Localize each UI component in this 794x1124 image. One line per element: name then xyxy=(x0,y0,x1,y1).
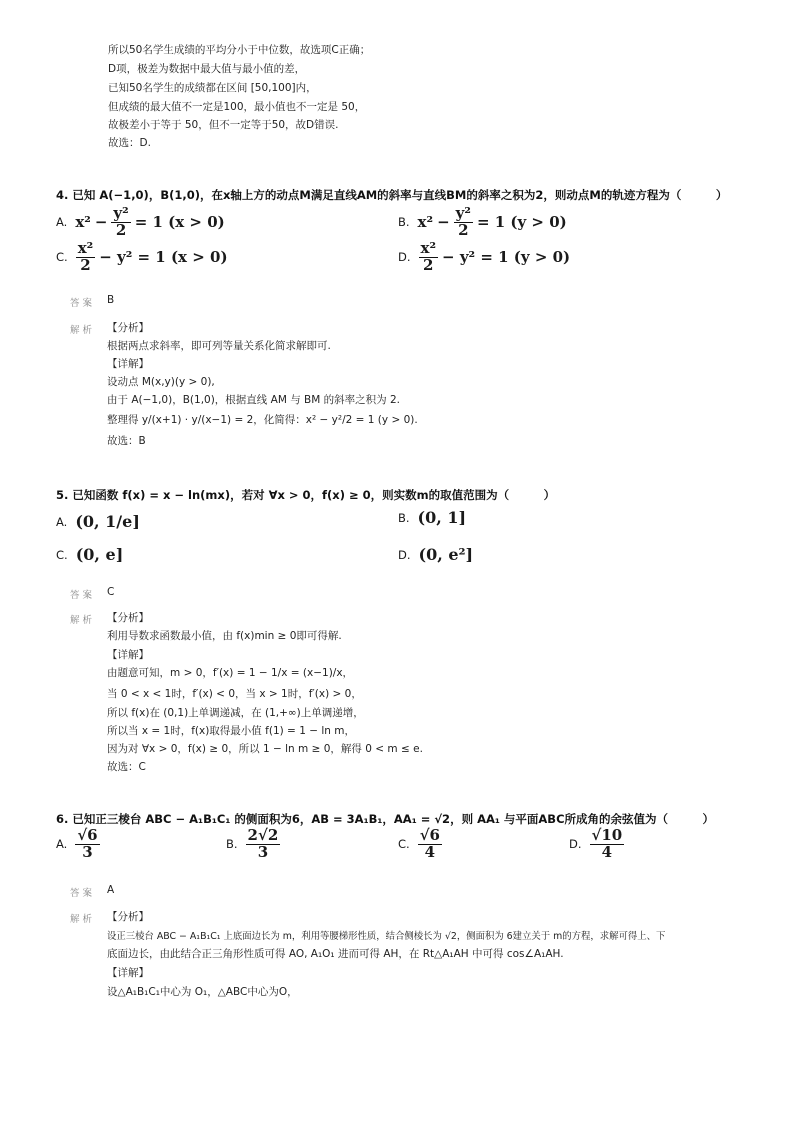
analysis-line: 【分析】 xyxy=(107,911,149,923)
question-stem: 已知函数 f(x) = x − ln(mx)，若对 ∀x > 0，f(x) ≥ 0，则实数m的取值范围为（ ） xyxy=(72,488,556,502)
option-letter: B. xyxy=(226,837,238,852)
option-rhs: = 1 (x > 0) xyxy=(134,213,225,232)
answer-value: A xyxy=(107,884,115,896)
option-letter: D. xyxy=(398,547,411,562)
frac-den: 3 xyxy=(257,842,269,861)
prev-line-1: 所以50名学生成绩的平均分小于中位数，故选项C正确； xyxy=(108,44,371,56)
answer-value: B xyxy=(107,294,115,306)
answer-label: 答案 xyxy=(70,590,96,601)
frac-num: x² xyxy=(420,239,437,257)
analysis-line: 故选：B xyxy=(107,435,146,447)
analysis-line: 所以 f(x)在 (0,1)上单调递减，在 (1,+∞)上单调递增， xyxy=(107,707,364,719)
option-letter: A. xyxy=(56,514,68,529)
analysis-line: 整理得 y/(x+1) · y/(x−1) = 2，化简得：x² − y²/2 = 1 (y > 0). xyxy=(107,414,418,426)
analysis-label: 解析 xyxy=(70,615,96,626)
analysis-line: 设动点 M(x,y)(y > 0), xyxy=(107,376,215,388)
analysis-line: 故选：C xyxy=(107,761,146,773)
option-rhs: = 1 (y > 0) xyxy=(476,213,567,232)
option-a[interactable]: A. x² − $\frac{\text{y²}}{2}$ = 1 (x > 0) xyxy=(56,204,225,239)
answer-label: 答案 xyxy=(70,888,96,899)
analysis-line: 底面边长，由此结合正三角形性质可得 AO, A₁O₁ 进而可得 AH，在 Rt△A₁AH 中可得 cos∠A₁AH. xyxy=(107,948,564,960)
question-stem: 已知正三棱台 ABC − A₁B₁C₁ 的侧面积为6，AB = 3A₁B₁，AA₁ = √2，则 AA₁ 与平面ABC所成角的余弦值为（ ） xyxy=(72,812,715,826)
question-number: 4. xyxy=(56,188,69,202)
frac-den: 2 xyxy=(115,220,127,239)
option-c[interactable] xyxy=(398,828,442,861)
frac-den: 4 xyxy=(424,842,436,861)
analysis-line: 当 0 < x < 1时，f′(x) < 0，当 x > 1时，f′(x) > 0， xyxy=(107,688,362,700)
analysis-line: 根据两点求斜率，即可列等量关系化简求解即可. xyxy=(107,340,331,352)
analysis-line: 【详解】 xyxy=(107,358,149,370)
prev-line-4: 但成绩的最大值不一定是100，最小值也不一定是 50， xyxy=(108,101,366,113)
prev-line-3: 已知50名学生的成绩都在区间 [50,100]内， xyxy=(108,82,317,94)
analysis-label: 解析 xyxy=(70,325,96,336)
analysis-line: 【分析】 xyxy=(107,612,149,624)
option-text: (0, e] xyxy=(75,545,124,564)
option-letter: B. xyxy=(398,510,410,525)
analysis-line: 由题意可知，m > 0，f′(x) = 1 − 1/x = (x−1)/x， xyxy=(107,667,354,679)
option-text: (0, 1/e] xyxy=(75,512,140,531)
option-c[interactable] xyxy=(56,241,228,274)
option-letter: B. xyxy=(398,215,410,230)
analysis-line: 设正三棱台 ABC − A₁B₁C₁ 上底面边长为 m，利用等腰梯形性质，结合侧棱长为 √2，侧面积为 6建立关于 m的方程，求解可得上、下 xyxy=(107,931,666,942)
question-number: 6. xyxy=(56,812,69,826)
option-letter: C. xyxy=(56,250,68,265)
frac-num: √6 xyxy=(77,826,98,844)
frac-num: √6 xyxy=(419,826,440,844)
option-rhs: − y² = 1 (x > 0) xyxy=(99,248,228,267)
question-number: 5. xyxy=(56,488,69,502)
frac-den: 2 xyxy=(80,255,91,274)
option-a[interactable] xyxy=(56,828,100,861)
question-stem: 已知 A(−1,0)，B(1,0)，在x轴上方的动点M满足直线AM的斜率与直线BM的斜率之积为2，则动点M的轨迹方程为（ ） xyxy=(72,188,728,202)
option-d[interactable] xyxy=(398,241,570,274)
option-letter: C. xyxy=(56,547,68,562)
prev-line-2: D项，极差为数据中最大值与最小值的差， xyxy=(108,63,306,75)
option-letter: D. xyxy=(569,837,582,852)
frac-den: 3 xyxy=(82,842,93,861)
frac-den: 4 xyxy=(601,842,613,861)
analysis-line: 设△A₁B₁C₁中心为 O₁，△ABC中心为O， xyxy=(107,986,298,998)
option-letter: C. xyxy=(398,837,410,852)
analysis-line: 利用导数求函数最小值，由 f(x)min ≥ 0即可得解. xyxy=(107,630,342,642)
option-d[interactable] xyxy=(569,828,624,861)
frac-num: 2√2 xyxy=(247,826,279,844)
option-c[interactable] xyxy=(56,545,123,564)
analysis-line: 由于 A(−1,0)，B(1,0)，根据直线 AM 与 BM 的斜率之积为 2. xyxy=(107,394,401,406)
analysis-label: 解析 xyxy=(70,914,96,925)
analysis-line: 【分析】 xyxy=(107,322,149,334)
frac-den: 2 xyxy=(423,255,434,274)
analysis-line: 所以当 x = 1时，f(x)取得最小值 f(1) = 1 − ln m， xyxy=(107,725,355,737)
option-d[interactable] xyxy=(398,545,473,564)
option-text: (0, e²] xyxy=(418,545,474,564)
option-rhs: − y² = 1 (y > 0) xyxy=(442,248,571,267)
frac-num: x² xyxy=(77,239,94,257)
analysis-line: 【详解】 xyxy=(107,649,149,661)
prev-line-6: 故选：D. xyxy=(108,137,151,149)
prev-line-5: 故极差小于等于 50，但不一定等于50，故D错误. xyxy=(108,119,339,131)
option-text: (0, 1] xyxy=(417,508,467,527)
answer-label: 答案 xyxy=(70,298,96,309)
answer-value: C xyxy=(107,586,115,598)
option-lhs: x² xyxy=(417,213,434,232)
frac-num: y² xyxy=(113,204,129,222)
option-b[interactable] xyxy=(226,828,280,861)
option-a[interactable] xyxy=(56,512,140,531)
analysis-line: 【详解】 xyxy=(107,967,149,979)
option-lhs: x² xyxy=(75,213,91,232)
option-letter: A. xyxy=(56,837,68,852)
frac-num: √10 xyxy=(591,826,623,844)
analysis-line: 因为对 ∀x > 0，f(x) ≥ 0，所以 1 − ln m ≥ 0，解得 0 < m ≤ e. xyxy=(107,743,423,755)
frac-den: 2 xyxy=(458,220,469,239)
option-b[interactable]: B. x² − $\frac{\text{y²}}{2}$ = 1 (y > 0) xyxy=(398,204,567,239)
frac-num: y² xyxy=(455,204,471,222)
option-b[interactable] xyxy=(398,508,466,527)
option-letter: D. xyxy=(398,250,411,265)
option-letter: A. xyxy=(56,215,68,230)
